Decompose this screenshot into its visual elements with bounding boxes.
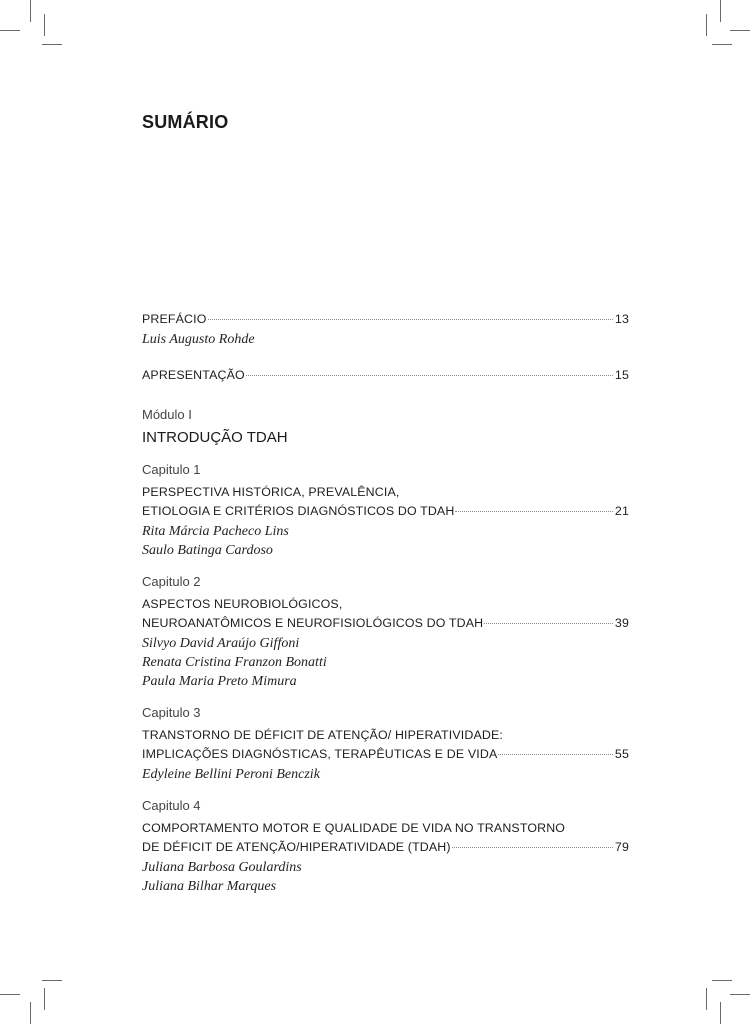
- dot-leader: [452, 847, 613, 848]
- dot-leader: [246, 375, 613, 376]
- crop-mark: [0, 994, 20, 995]
- chapter-author: Edyleine Bellini Peroni Benczik: [142, 767, 320, 782]
- crop-mark: [30, 1002, 31, 1024]
- dot-leader: [455, 511, 612, 512]
- crop-mark: [706, 14, 707, 36]
- crop-mark: [44, 988, 45, 1010]
- chapter-title-line1: ASPECTOS NEUROBIOLÓGICOS,: [142, 597, 343, 611]
- chapter-title-line2: IMPLICAÇÕES DIAGNÓSTICAS, TERAPÊUTICAS E DE VIDA: [142, 747, 498, 761]
- entry-author: Luis Augusto Rohde: [142, 332, 255, 347]
- toc-entry-apresentacao: [142, 366, 629, 385]
- entry-title: PREFÁCIO: [142, 312, 207, 326]
- toc-chapter-2: [142, 573, 629, 691]
- module-label: Módulo I: [142, 407, 192, 422]
- chapter-title-line1: COMPORTAMENTO MOTOR E QUALIDADE DE VIDA NO TRANSTORNO: [142, 821, 566, 835]
- dot-leader: [484, 623, 613, 624]
- crop-mark: [706, 988, 707, 1010]
- chapter-author: Paula Maria Preto Mimura: [142, 674, 297, 689]
- entry-page: 13: [614, 312, 629, 326]
- table-of-contents: [142, 310, 629, 896]
- crop-mark: [712, 44, 732, 45]
- dot-leader: [208, 319, 613, 320]
- chapter-label: Capitulo 1: [142, 462, 201, 477]
- chapter-label: Capitulo 4: [142, 798, 201, 813]
- entry-title: APRESENTAÇÃO: [142, 368, 245, 382]
- module-heading: [142, 406, 629, 449]
- toc-chapter-1: [142, 461, 629, 560]
- entry-page: 21: [614, 504, 629, 518]
- chapter-author: Rita Márcia Pacheco Lins: [142, 524, 289, 539]
- crop-mark: [730, 994, 750, 995]
- crop-mark: [720, 1002, 721, 1024]
- chapter-title-line2: DE DÉFICIT DE ATENÇÃO/HIPERATIVIDADE (TDAH): [142, 840, 451, 854]
- chapter-author: Renata Cristina Franzon Bonatti: [142, 655, 327, 670]
- toc-entry-prefacio: [142, 310, 629, 349]
- crop-mark: [730, 30, 750, 31]
- crop-mark: [42, 980, 62, 981]
- entry-page: 15: [614, 368, 629, 382]
- chapter-title-line2: NEUROANATÔMICOS E NEUROFISIOLÓGICOS DO TDAH: [142, 616, 484, 630]
- module-title: INTRODUÇÃO TDAH: [142, 429, 288, 446]
- toc-chapter-3: [142, 704, 629, 784]
- chapter-title-line1: TRANSTORNO DE DÉFICIT DE ATENÇÃO/ HIPERATIVIDADE:: [142, 728, 503, 742]
- entry-page: 55: [614, 747, 629, 761]
- chapter-label: Capitulo 2: [142, 574, 201, 589]
- entry-page: 39: [614, 616, 629, 630]
- chapter-author: Juliana Barbosa Goulardins: [142, 860, 302, 875]
- chapter-title-line1: PERSPECTIVA HISTÓRICA, PREVALÊNCIA,: [142, 485, 400, 499]
- crop-mark: [30, 0, 31, 22]
- crop-mark: [0, 30, 20, 31]
- toc-chapter-4: [142, 797, 629, 896]
- crop-mark: [44, 14, 45, 36]
- crop-mark: [712, 980, 732, 981]
- chapter-author: Juliana Bilhar Marques: [142, 879, 277, 894]
- entry-page: 79: [614, 840, 629, 854]
- crop-mark: [42, 44, 62, 45]
- chapter-label: Capitulo 3: [142, 705, 201, 720]
- chapter-author: Saulo Batinga Cardoso: [142, 543, 273, 558]
- page-title: SUMÁRIO: [142, 112, 229, 132]
- crop-mark: [720, 0, 721, 22]
- chapter-author: Silvyo David Araújo Giffoni: [142, 636, 300, 651]
- chapter-title-line2: ETIOLOGIA E CRITÉRIOS DIAGNÓSTICOS DO TDAH: [142, 504, 455, 518]
- dot-leader: [498, 754, 613, 755]
